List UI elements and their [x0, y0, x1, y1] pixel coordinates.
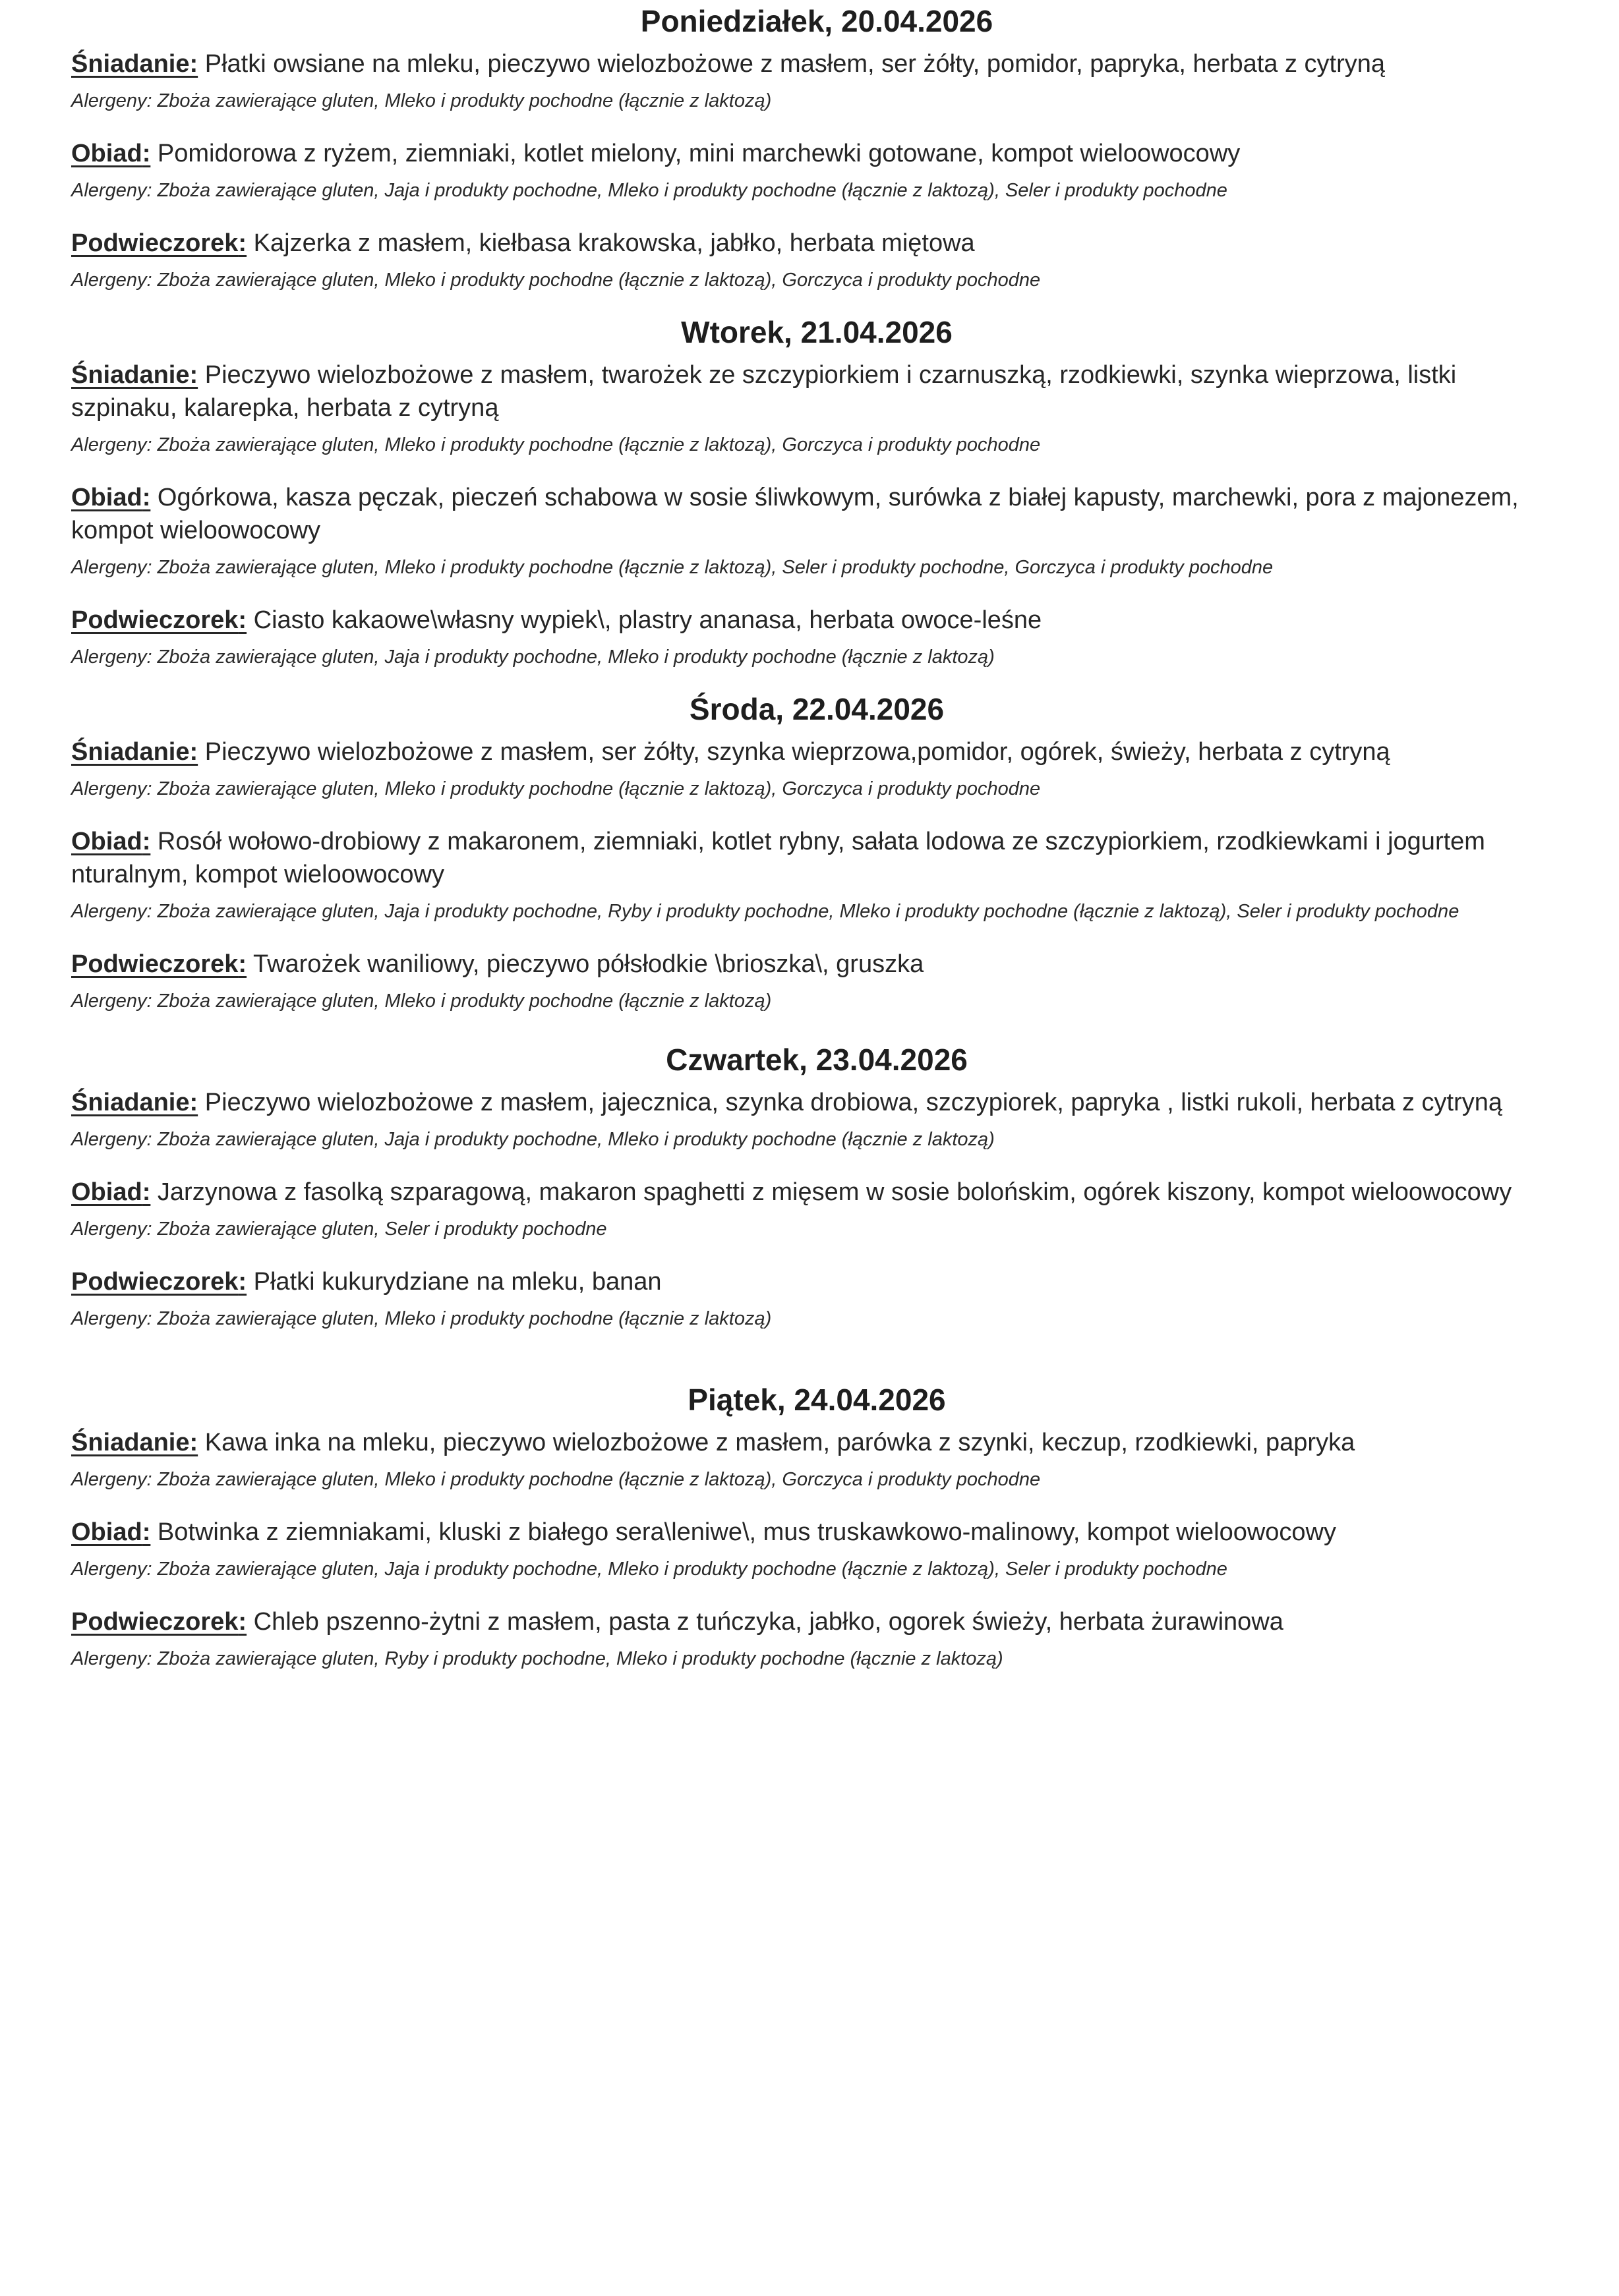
- meal-dishes: Płatki kukurydziane na mleku, banan: [253, 1268, 662, 1296]
- label-colon: :: [189, 361, 198, 389]
- allergens-line: Alergeny: Zboża zawierające gluten, Jaja i produkty pochodne, Mleko i produkty pochodne (łącznie z laktozą): [71, 1129, 995, 1150]
- meal-label: Podwieczorek: [71, 606, 239, 634]
- allergens-line: Alergeny: Zboża zawierające gluten, Jaja i produkty pochodne, Mleko i produkty pochodne (łącznie z laktozą): [71, 646, 995, 668]
- meal-snack: [71, 948, 1562, 1015]
- meal-dishes: Kajzerka z masłem, kiełbasa krakowska, jabłko, herbata miętowa: [253, 229, 975, 257]
- day-heading: Poniedziałek, 20.04.2026: [640, 4, 993, 38]
- meal-label: Śniadanie: [71, 50, 190, 78]
- meal-line: [71, 137, 1562, 170]
- meal-lunch: [71, 1516, 1562, 1583]
- meal-breakfast: [71, 1426, 1562, 1493]
- meal-dishes: Botwinka z ziemniakami, kluski z białego sera\leniwe\, mus truskawkowo-malinowy, kompot wieloowocowy: [157, 1518, 1336, 1546]
- meal-breakfast: [71, 47, 1562, 115]
- allergens-line: Alergeny: Zboża zawierające gluten, Ryby i produkty pochodne, Mleko i produkty pochodne (łącznie z laktozą): [71, 1648, 1003, 1669]
- allergens-line: Alergeny: Zboża zawierające gluten, Mleko i produkty pochodne (łącznie z laktozą), Gorczyca i produkty pochodne: [71, 1469, 1041, 1490]
- meal-breakfast: [71, 735, 1562, 803]
- label-colon: :: [142, 828, 151, 855]
- day-wednesday: [71, 691, 1562, 1015]
- label-colon: :: [189, 738, 198, 766]
- meal-label: Śniadanie: [71, 738, 190, 766]
- allergens-line: Alergeny: Zboża zawierające gluten, Mleko i produkty pochodne (łącznie z laktozą), Gorczyca i produkty pochodne: [71, 434, 1041, 455]
- allergens-line: Alergeny: Zboża zawierające gluten, Jaja i produkty pochodne, Ryby i produkty pochodne, Mleko i produkty pochodne (łącznie z laktozą), Seler i produkty pochodne: [71, 901, 1459, 922]
- meal-line: [71, 47, 1562, 80]
- meal-label: Podwieczorek: [71, 1268, 239, 1296]
- meal-label: Obiad: [71, 484, 142, 511]
- label-colon: :: [238, 1608, 247, 1636]
- day-heading: Wtorek, 21.04.2026: [681, 315, 953, 349]
- meal-snack: [71, 227, 1562, 294]
- allergens-line: Alergeny: Zboża zawierające gluten, Jaja i produkty pochodne, Mleko i produkty pochodne (łącznie z laktozą), Seler i produkty pochodne: [71, 1559, 1227, 1580]
- meal-line: [71, 1176, 1562, 1209]
- meal-breakfast: [71, 1086, 1562, 1153]
- label-colon: :: [142, 1178, 151, 1206]
- meal-line: [71, 825, 1562, 891]
- meal-lunch: [71, 137, 1562, 204]
- allergens-line: Alergeny: Zboża zawierające gluten, Mleko i produkty pochodne (łącznie z laktozą): [71, 1308, 772, 1329]
- day-tuesday: [71, 314, 1562, 671]
- label-colon: :: [238, 229, 247, 257]
- meal-label: Obiad: [71, 828, 142, 855]
- meal-dishes: Płatki owsiane na mleku, pieczywo wielozbożowe z masłem, ser żółty, pomidor, papryka, herbata z cytryną: [204, 50, 1386, 78]
- meal-label: Śniadanie: [71, 1429, 190, 1456]
- day-thursday: [71, 1041, 1562, 1333]
- day-heading: Środa, 22.04.2026: [689, 692, 945, 726]
- meal-label: Obiad: [71, 1518, 142, 1546]
- meal-label: Obiad: [71, 1178, 142, 1206]
- meal-lunch: [71, 1176, 1562, 1243]
- meal-snack: [71, 1605, 1562, 1673]
- label-colon: :: [238, 950, 247, 978]
- label-colon: :: [189, 1089, 198, 1116]
- meal-dishes: Jarzynowa z fasolką szparagową, makaron spaghetti z mięsem w sosie bolońskim, ogórek kiszony, kompot wieloowocowy: [157, 1178, 1512, 1206]
- meal-line: [71, 481, 1562, 547]
- meal-line: [71, 1086, 1562, 1119]
- meal-line: [71, 1516, 1562, 1549]
- meal-dishes: Ogórkowa, kasza pęczak, pieczeń schabowa w sosie śliwkowym, surówka z białej kapusty, marchewki, pora z majonezem, kompot wieloowocowy: [71, 484, 1519, 544]
- meal-label: Podwieczorek: [71, 1608, 239, 1636]
- meal-dishes: Ciasto kakaowe\własny wypiek\, plastry ananasa, herbata owoce-leśne: [253, 606, 1042, 634]
- allergens-line: Alergeny: Zboża zawierające gluten, Mleko i produkty pochodne (łącznie z laktozą), Gorczyca i produkty pochodne: [71, 270, 1041, 291]
- meal-dishes: Pieczywo wielozbożowe z masłem, twarożek ze szczypiorkiem i czarnuszką, rzodkiewki, szynka wieprzowa, listki szpinaku, kalarepka, herbata z cytryną: [71, 361, 1457, 422]
- allergens-line: Alergeny: Zboża zawierające gluten, Mleko i produkty pochodne (łącznie z laktozą), Gorczyca i produkty pochodne: [71, 778, 1041, 799]
- meal-label: Podwieczorek: [71, 229, 239, 257]
- day-heading: Piątek, 24.04.2026: [688, 1383, 946, 1417]
- meal-line: [71, 948, 1562, 981]
- day-friday: [71, 1381, 1562, 1673]
- label-colon: :: [142, 484, 151, 511]
- meal-dishes: Pieczywo wielozbożowe z masłem, ser żółty, szynka wieprzowa,pomidor, ogórek, świeży, herbata z cytryną: [204, 738, 1390, 766]
- label-colon: :: [142, 1518, 151, 1546]
- meal-lunch: [71, 825, 1562, 925]
- meal-line: [71, 1265, 1562, 1298]
- meal-label: Śniadanie: [71, 1089, 190, 1116]
- meal-line: [71, 1426, 1562, 1459]
- day-monday: [71, 3, 1562, 294]
- allergens-line: Alergeny: Zboża zawierające gluten, Mleko i produkty pochodne (łącznie z laktozą), Seler i produkty pochodne, Gorczyca i produkty pochodne: [71, 557, 1274, 578]
- meal-lunch: [71, 481, 1562, 581]
- day-heading: Czwartek, 23.04.2026: [666, 1043, 968, 1077]
- allergens-line: Alergeny: Zboża zawierające gluten, Mleko i produkty pochodne (łącznie z laktozą): [71, 990, 772, 1012]
- meal-label: Śniadanie: [71, 361, 190, 389]
- meal-snack: [71, 604, 1562, 671]
- allergens-line: Alergeny: Zboża zawierające gluten, Mleko i produkty pochodne (łącznie z laktozą): [71, 90, 772, 111]
- label-colon: :: [238, 1268, 247, 1296]
- label-colon: :: [189, 50, 198, 78]
- label-colon: :: [189, 1429, 198, 1456]
- meal-line: [71, 227, 1562, 260]
- meal-dishes: Chleb pszenno-żytni z masłem, pasta z tuńczyka, jabłko, ogorek świeży, herbata żurawinowa: [253, 1608, 1283, 1636]
- meal-label: Obiad: [71, 140, 142, 167]
- allergens-line: Alergeny: Zboża zawierające gluten, Jaja i produkty pochodne, Mleko i produkty pochodne (łącznie z laktozą), Seler i produkty pochodne: [71, 180, 1227, 201]
- meal-line: [71, 604, 1562, 637]
- meal-breakfast: [71, 359, 1562, 459]
- meal-line: [71, 1605, 1562, 1638]
- allergens-line: Alergeny: Zboża zawierające gluten, Seler i produkty pochodne: [71, 1219, 607, 1240]
- meal-label: Podwieczorek: [71, 950, 239, 978]
- meal-line: [71, 735, 1562, 768]
- meal-dishes: Pieczywo wielozbożowe z masłem, jajecznica, szynka drobiowa, szczypiorek, papryka , listki rukoli, herbata z cytryną: [204, 1089, 1503, 1116]
- meal-dishes: Pomidorowa z ryżem, ziemniaki, kotlet mielony, mini marchewki gotowane, kompot wieloowocowy: [157, 140, 1241, 167]
- meal-snack: [71, 1265, 1562, 1333]
- label-colon: :: [238, 606, 247, 634]
- label-colon: :: [142, 140, 151, 167]
- meal-dishes: Twarożek waniliowy, pieczywo półsłodkie \brioszka\, gruszka: [252, 950, 924, 978]
- meal-dishes: Kawa inka na mleku, pieczywo wielozbożowe z masłem, parówka z szynki, keczup, rzodkiewki, papryka: [204, 1429, 1355, 1456]
- meal-line: [71, 359, 1562, 424]
- meal-dishes: Rosół wołowo-drobiowy z makaronem, ziemniaki, kotlet rybny, sałata lodowa ze szczypiorkiem, rzodkiewkami i jogurtem nturalnym, kompot wieloowocowy: [71, 828, 1485, 888]
